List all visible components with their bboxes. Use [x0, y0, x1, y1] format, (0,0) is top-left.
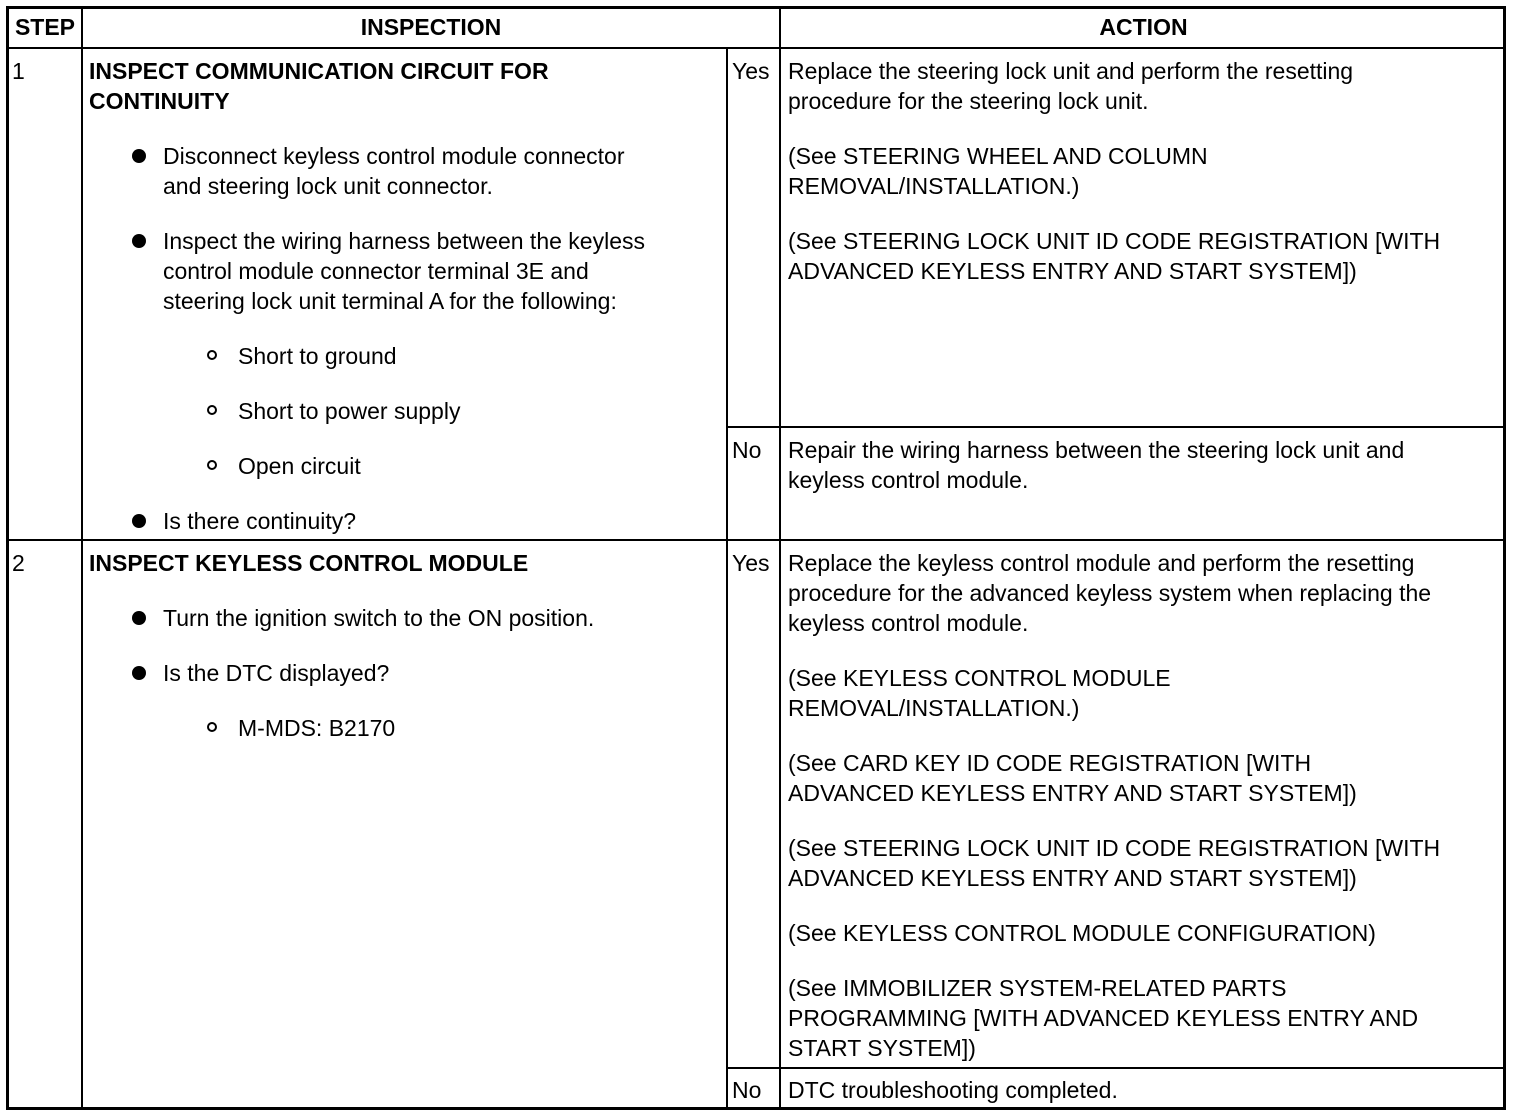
inspection-bullet: and steering lock unit connector. [163, 173, 493, 199]
step-col-divider [81, 6, 83, 1110]
action-reference: ADVANCED KEYLESS ENTRY AND START SYSTEM]) [788, 780, 1357, 806]
sub-bullet-icon [207, 350, 217, 360]
inspection-sub-bullet: Short to ground [238, 343, 397, 369]
no-label: No [732, 1077, 762, 1103]
action-col-divider [779, 6, 781, 1110]
inspection-sub-bullet: Short to power supply [238, 398, 461, 424]
header-divider [6, 47, 1506, 49]
action-text: Repair the wiring harness between the steering lock unit and [788, 437, 1405, 463]
action-reference: ADVANCED KEYLESS ENTRY AND START SYSTEM]) [788, 258, 1357, 284]
inspection-bullet: Is there continuity? [163, 508, 357, 534]
inspection-col-divider [726, 48, 728, 1110]
action-reference: REMOVAL/INSTALLATION.) [788, 695, 1080, 721]
action-text: Replace the keyless control module and perform the resetting [788, 550, 1415, 576]
action-reference: (See KEYLESS CONTROL MODULE [788, 665, 1171, 691]
bullet-icon [132, 234, 146, 248]
inspection-title: CONTINUITY [89, 88, 230, 114]
row-divider [6, 539, 1506, 541]
action-text: keyless control module. [788, 610, 1029, 636]
yes-label: Yes [732, 550, 770, 576]
sub-bullet-icon [207, 405, 217, 415]
action-reference: REMOVAL/INSTALLATION.) [788, 173, 1080, 199]
action-reference: ADVANCED KEYLESS ENTRY AND START SYSTEM]) [788, 865, 1357, 891]
action-text: procedure for the steering lock unit. [788, 88, 1149, 114]
inspection-bullet: Turn the ignition switch to the ON position. [163, 605, 595, 631]
yes-no-divider-2 [726, 1067, 1506, 1069]
header-inspection: INSPECTION [360, 14, 502, 40]
inspection-sub-bullet: M-MDS: B2170 [238, 715, 396, 741]
step-number: 1 [12, 58, 25, 84]
action-reference: (See IMMOBILIZER SYSTEM-RELATED PARTS [788, 975, 1287, 1001]
action-reference: (See KEYLESS CONTROL MODULE CONFIGURATION) [788, 920, 1376, 946]
action-reference: PROGRAMMING [WITH ADVANCED KEYLESS ENTRY AND [788, 1005, 1419, 1031]
inspection-title: INSPECT KEYLESS CONTROL MODULE [89, 550, 529, 576]
action-reference: (See CARD KEY ID CODE REGISTRATION [WITH [788, 750, 1312, 776]
inspection-bullet: Disconnect keyless control module connector [163, 143, 625, 169]
action-text: procedure for the advanced keyless system when replacing the [788, 580, 1432, 606]
inspection-bullet: Is the DTC displayed? [163, 660, 390, 686]
inspection-bullet: control module connector terminal 3E and [163, 258, 589, 284]
sub-bullet-icon [207, 460, 217, 470]
header-action: ACTION [1099, 14, 1188, 40]
yes-label: Yes [732, 58, 770, 84]
yes-no-divider-1 [726, 426, 1506, 428]
action-reference: START SYSTEM]) [788, 1035, 976, 1061]
no-label: No [732, 437, 762, 463]
inspection-title: INSPECT COMMUNICATION CIRCUIT FOR [89, 58, 549, 84]
action-reference: (See STEERING WHEEL AND COLUMN [788, 143, 1208, 169]
inspection-bullet: Inspect the wiring harness between the keyless [163, 228, 645, 254]
inspection-sub-bullet: Open circuit [238, 453, 361, 479]
action-text: DTC troubleshooting completed. [788, 1077, 1118, 1103]
sub-bullet-icon [207, 722, 217, 732]
bullet-icon [132, 149, 146, 163]
action-text: Replace the steering lock unit and perform the resetting [788, 58, 1354, 84]
bullet-icon [132, 514, 146, 528]
action-reference: (See STEERING LOCK UNIT ID CODE REGISTRATION [WITH [788, 228, 1441, 254]
action-text: keyless control module. [788, 467, 1029, 493]
step-number: 2 [12, 550, 25, 576]
bullet-icon [132, 666, 146, 680]
action-reference: (See STEERING LOCK UNIT ID CODE REGISTRATION [WITH [788, 835, 1441, 861]
bullet-icon [132, 611, 146, 625]
header-step: STEP [14, 14, 76, 40]
inspection-bullet: steering lock unit terminal A for the following: [163, 288, 617, 314]
